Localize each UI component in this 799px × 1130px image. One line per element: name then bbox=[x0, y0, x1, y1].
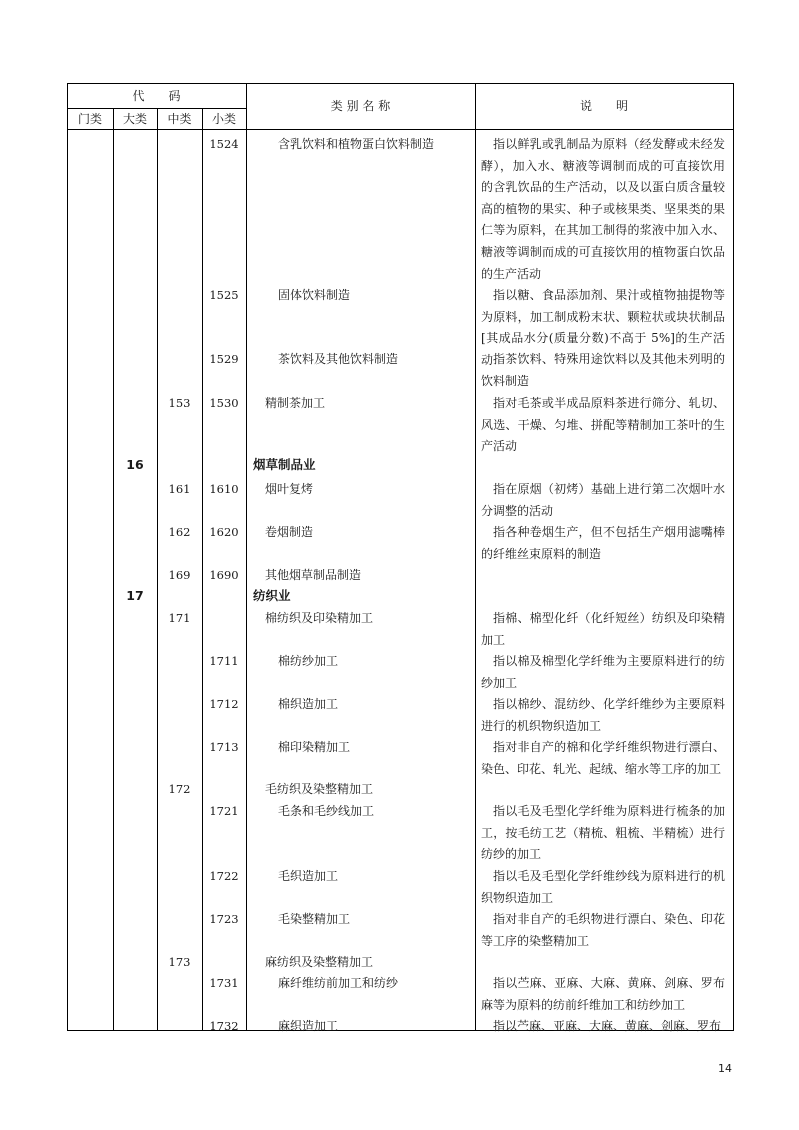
code-xiao: 1722 bbox=[209, 869, 239, 883]
code-xiao: 1723 bbox=[209, 912, 239, 926]
category-description: 指以毛及毛型化学纤维为原料进行梳条的加工，按毛纺工艺（精梳、粗梳、半精梳）进行纺纱的加工 bbox=[481, 804, 725, 862]
code-xiao: 1620 bbox=[209, 525, 239, 539]
col-divider-name bbox=[475, 83, 476, 1031]
col-divider-right bbox=[733, 83, 734, 1031]
category-name: 烟叶复烤 bbox=[265, 482, 314, 496]
category-description: 指各种卷烟生产，但不包括生产烟用滤嘴棒的纤维丝束原料的制造 bbox=[481, 525, 725, 561]
code-xiao: 1610 bbox=[209, 482, 239, 496]
table-top-border bbox=[67, 83, 734, 84]
code-xiao: 1711 bbox=[209, 654, 239, 668]
code-xiao: 1713 bbox=[209, 740, 239, 754]
category-name: 毛纺织及染整精加工 bbox=[265, 782, 374, 796]
code-zhong: 173 bbox=[168, 955, 191, 969]
header-description: 说 明 bbox=[579, 99, 628, 113]
category-description: 指对毛茶或半成品原料茶进行筛分、轧切、风选、干燥、匀堆、拼配等精制加工茶叶的生产活动 bbox=[481, 396, 725, 454]
col-divider-xiao bbox=[246, 83, 247, 1031]
category-description: 指对非自产的棉和化学纤维织物进行漂白、染色、印花、轧光、起绒、缩水等工序的加工 bbox=[481, 740, 725, 776]
header-men: 门类 bbox=[77, 112, 102, 126]
code-xiao: 1525 bbox=[209, 288, 239, 302]
code-zhong: 172 bbox=[168, 782, 191, 796]
category-name: 卷烟制造 bbox=[265, 525, 314, 539]
category-name: 麻纺织及染整精加工 bbox=[265, 955, 374, 969]
code-xiao: 1712 bbox=[209, 697, 239, 711]
category-name: 毛染整精加工 bbox=[278, 912, 351, 926]
category-description: 指在原烟（初烤）基础上进行第二次烟叶水分调整的活动 bbox=[481, 482, 725, 518]
code-xiao: 1721 bbox=[209, 804, 239, 818]
header-da: 大类 bbox=[122, 112, 147, 126]
category-description: 指对非自产的毛织物进行漂白、染色、印花等工序的染整精加工 bbox=[481, 912, 725, 948]
header-xiao: 小类 bbox=[211, 112, 236, 126]
category-name: 精制茶加工 bbox=[265, 396, 326, 410]
code-da: 16 bbox=[126, 457, 144, 472]
category-description: 指以毛及毛型化学纤维纱线为原料进行的机织物织造加工 bbox=[481, 869, 725, 905]
header-bottom-rule bbox=[67, 129, 734, 130]
category-name: 含乳饮料和植物蛋白饮料制造 bbox=[278, 137, 435, 151]
code-zhong: 162 bbox=[168, 525, 191, 539]
category-name: 烟草制品业 bbox=[253, 457, 316, 472]
code-xiao: 1731 bbox=[209, 976, 239, 990]
category-name: 茶饮料及其他饮料制造 bbox=[278, 352, 399, 366]
code-xiao: 1524 bbox=[209, 137, 239, 151]
code-zhong: 169 bbox=[168, 568, 191, 582]
page-number: 14 bbox=[718, 1062, 732, 1075]
code-zhong: 161 bbox=[168, 482, 191, 496]
category-name: 棉纺纱加工 bbox=[278, 654, 339, 668]
category-description: 指以棉纱、混纺纱、化学纤维纱为主要原料进行的机织物织造加工 bbox=[481, 697, 725, 733]
category-name: 固体饮料制造 bbox=[278, 288, 351, 302]
category-description: 指棉、棉型化纤（化纤短丝）纺织及印染精加工 bbox=[481, 611, 725, 647]
category-name: 麻织造加工 bbox=[278, 1019, 339, 1033]
category-description: 指以鲜乳或乳制品为原料（经发酵或未经发酵），加入水、糖液等调制而成的可直接饮用的含乳饮品的生产活动，以及以蛋白质含量较高的植物的果实、种子或核果类、坚果类的果仁等为原料，在其加工制得的浆液中加入水、糖液等调制而成的可直接饮用的植物蛋白饮品的生产活动 bbox=[481, 137, 725, 281]
category-name: 麻纤维纺前加工和纺纱 bbox=[278, 976, 399, 990]
col-divider-left bbox=[67, 83, 68, 1031]
category-name: 毛条和毛纱线加工 bbox=[278, 804, 375, 818]
header-category-name: 类 别 名 称 bbox=[330, 99, 391, 113]
col-divider-men bbox=[113, 108, 114, 1031]
category-name: 其他烟草制品制造 bbox=[265, 568, 362, 582]
code-xiao: 1690 bbox=[209, 568, 239, 582]
category-description: 指以棉及棉型化学纤维为主要原料进行的纺纱加工 bbox=[481, 654, 725, 690]
category-name: 毛织造加工 bbox=[278, 869, 339, 883]
code-zhong: 153 bbox=[168, 396, 191, 410]
code-zhong: 171 bbox=[168, 611, 191, 625]
category-name: 棉印染精加工 bbox=[278, 740, 351, 754]
category-description: 指以糖、食品添加剂、果汁或植物抽提物等为原料，加工制成粉末状、颗粒状或块状制品[其成品水分(质量分数)不高于 5%]的生产活动 bbox=[481, 288, 725, 367]
code-xiao: 1732 bbox=[209, 1019, 239, 1033]
header-zhong: 中类 bbox=[167, 112, 192, 126]
header-code-group: 代 码 bbox=[132, 89, 181, 103]
code-xiao: 1529 bbox=[209, 352, 239, 366]
category-description: 指以苎麻、亚麻、大麻、黄麻、剑麻、罗布麻等为原料的纺前纤维加工和纺纱加工 bbox=[481, 976, 725, 1012]
category-name: 纺织业 bbox=[253, 588, 291, 603]
code-da: 17 bbox=[126, 588, 144, 603]
category-name: 棉纺织及印染精加工 bbox=[265, 611, 374, 625]
code-xiao: 1530 bbox=[209, 396, 239, 410]
category-description: 指茶饮料、特殊用途饮料以及其他未列明的饮料制造 bbox=[481, 352, 725, 388]
category-description: 指以苎麻、亚麻、大麻、黄麻、剑麻、罗布 bbox=[493, 1019, 722, 1033]
category-name: 棉织造加工 bbox=[278, 697, 339, 711]
